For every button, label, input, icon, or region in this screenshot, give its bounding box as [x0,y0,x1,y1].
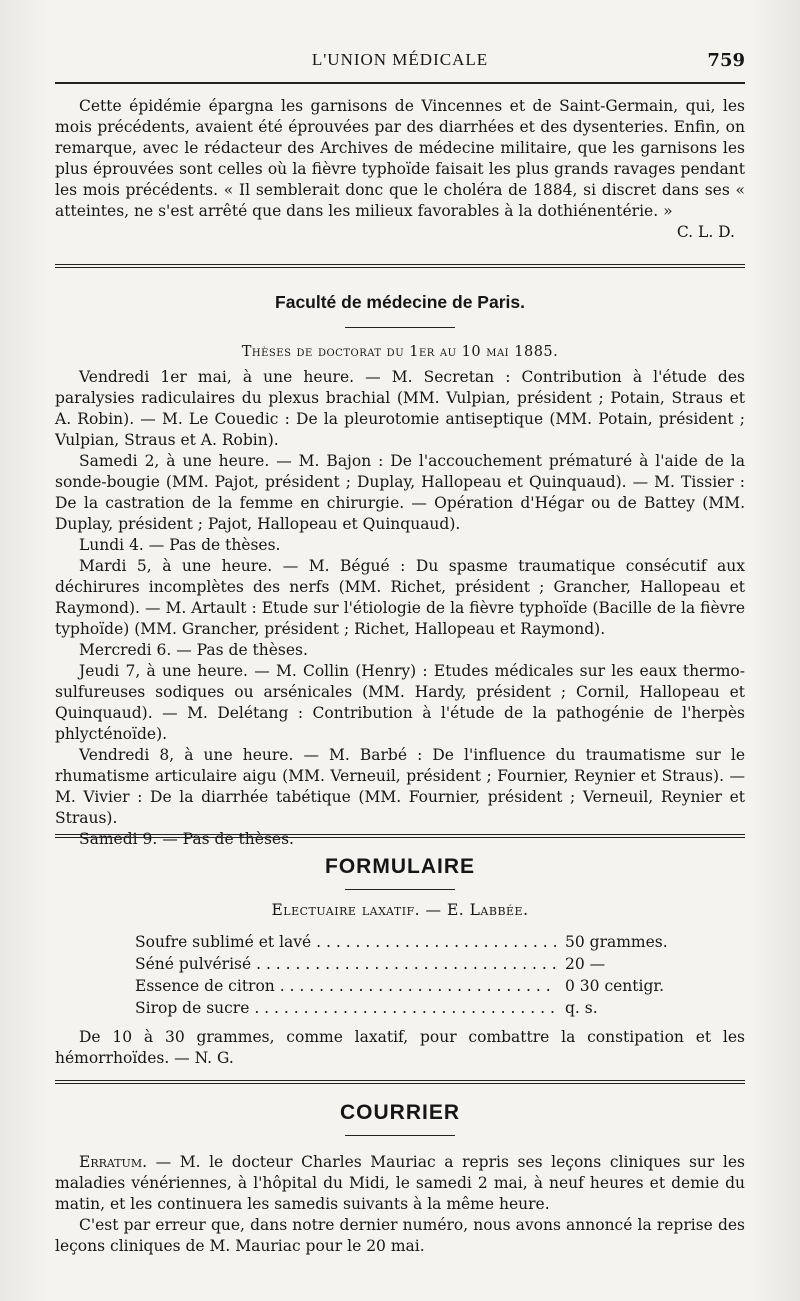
recipe-list [135,931,695,1019]
formulaire-subheading: Electuaire laxatif. — E. Labbée. [271,901,529,919]
intro-signature: C. L. D. [676,223,735,241]
courrier-section [55,1068,745,1257]
these-entry: Mardi 5, à une heure. — M. Bégué : Du spasme traumatique consécutif aux déchirures incomplètes des nerfs (MM. Richet, président ; Grancher, Hallopeau et Raymond). — M. Artault : Etude sur l'étiologie de la fièvre typhoïde (Bacille de la fièvre typhoïde) (MM. Grancher, président ; Richet, Hallopeau et Raymond). [55,557,745,638]
ingredient-name: Sirop de sucre . . . [135,997,557,1019]
faculte-subheading: Thèses de doctorat du 1er au 10 mai 1885. [241,344,559,360]
these-entry: Vendredi 1er mai, à une heure. — M. Secretan : Contribution à l'étude des paralysies radiculaires du plexus brachial (MM. Vulpian, président ; Potain, Straus et A. Robin). — M. Le Couedic : De la pleurotomie antiseptique (MM. Potain, président ; Vulpian, Straus et A. Robin). [55,368,745,449]
header-rule [55,82,745,84]
journal-title: L'UNION MÉDICALE [311,50,489,69]
formulaire-heading: FORMULAIRE [325,855,475,878]
short-rule [345,327,455,328]
erratum-paragraph [55,1152,745,1215]
recipe-row [135,953,695,975]
recipe-row [135,975,695,997]
these-list [55,367,745,850]
recipe-row [135,931,695,953]
ingredient-quantity: 20 — [565,955,606,973]
erratum-text: — M. le docteur Charles Mauriac a repris ses leçons cliniques sur les maladies vénériennes, à l'hôpital du Midi, le samedi 2 mai, à neuf heures et demie du matin, et les continuera les samedis suivants à la même heure. [55,1153,745,1213]
recipe-row [135,997,695,1019]
these-entry: Samedi 9. — Pas de thèses. [79,830,294,848]
short-rule [345,889,455,890]
ingredient-name: Séné pulvérisé . . . [135,953,557,975]
these-entry: Jeudi 7, à une heure. — M. Collin (Henry) : Etudes médicales sur les eaux thermo-sulfureuses sodiques ou arsénicales (MM. Hardy, président ; Cornil, Hallopeau et Quinquaud). — M. Delétang : Contribution à l'étude de la pathogénie de l'herpès phlycténoïde). [55,662,745,743]
short-rule [345,1135,455,1136]
formulaire-section [55,822,745,1069]
these-entry: Samedi 2, à une heure. — M. Bajon : De l'accouchement prématuré à l'aide de la sonde-bougie (MM. Pajot, président ; Duplay, Hallopeau et Quinquaud). — M. Tissier : De la castration de la femme en chirurgie. — Opération d'Hégar ou de Battey (MM. Duplay, président ; Pajot, Hallopeau et Quinquaud). [55,452,745,533]
page-number: 759 [707,50,745,71]
faculte-section [55,252,745,850]
ingredient-quantity: 0 30 centigr. [565,977,665,995]
ingredient-quantity: q. s. [565,999,598,1017]
erratum-label: Erratum. [79,1153,148,1171]
formulaire-note: De 10 à 30 grammes, comme laxatif, pour combattre la constipation et les hémorrhoïdes. — N. G. [55,1028,745,1067]
ingredient-quantity: 50 grammes. [565,933,668,951]
ingredient-name: Soufre sublimé et lavé . . . [135,931,557,953]
ingredient-name: Essence de citron . . . [135,975,557,997]
courrier-heading: COURRIER [339,1101,460,1124]
section-divider [55,264,745,268]
faculte-heading: Faculté de médecine de Paris. [275,292,525,312]
these-entry: Vendredi 8, à une heure. — M. Barbé : De l'influence du traumatisme sur le rhumatisme articulaire aigu (MM. Verneuil, président ; Fournier, Reynier et Straus). — M. Vivier : De la diarrhée tabétique (MM. Fournier, président ; Verneuil, Reynier et Straus). [55,746,745,827]
running-header [55,50,745,74]
intro-section [55,96,745,243]
intro-paragraph: Cette épidémie épargna les garnisons de Vincennes et de Saint-Germain, qui, les mois précédents, avaient été éprouvées par des diarrhées et des dysenteries. Enfin, on remarque, avec le rédacteur des Archives de médecine militaire, que les garnisons les plus éprouvées sont celles où la fièvre typhoïde faisait les plus grands ravages pendant les mois précédents. « Il semblerait donc que le choléra de 1884, si discret dans ses « atteintes, ne s'est arrêté que dans les milieux favorables à la dothiénentérie. » [55,97,745,220]
section-divider [55,834,745,838]
these-entry: Lundi 4. — Pas de thèses. [79,536,281,554]
courrier-paragraph: C'est par erreur que, dans notre dernier numéro, nous avons annoncé la reprise des leçons cliniques de M. Mauriac pour le 20 mai. [55,1216,745,1255]
section-divider [55,1080,745,1084]
these-entry: Mercredi 6. — Pas de thèses. [79,641,308,659]
